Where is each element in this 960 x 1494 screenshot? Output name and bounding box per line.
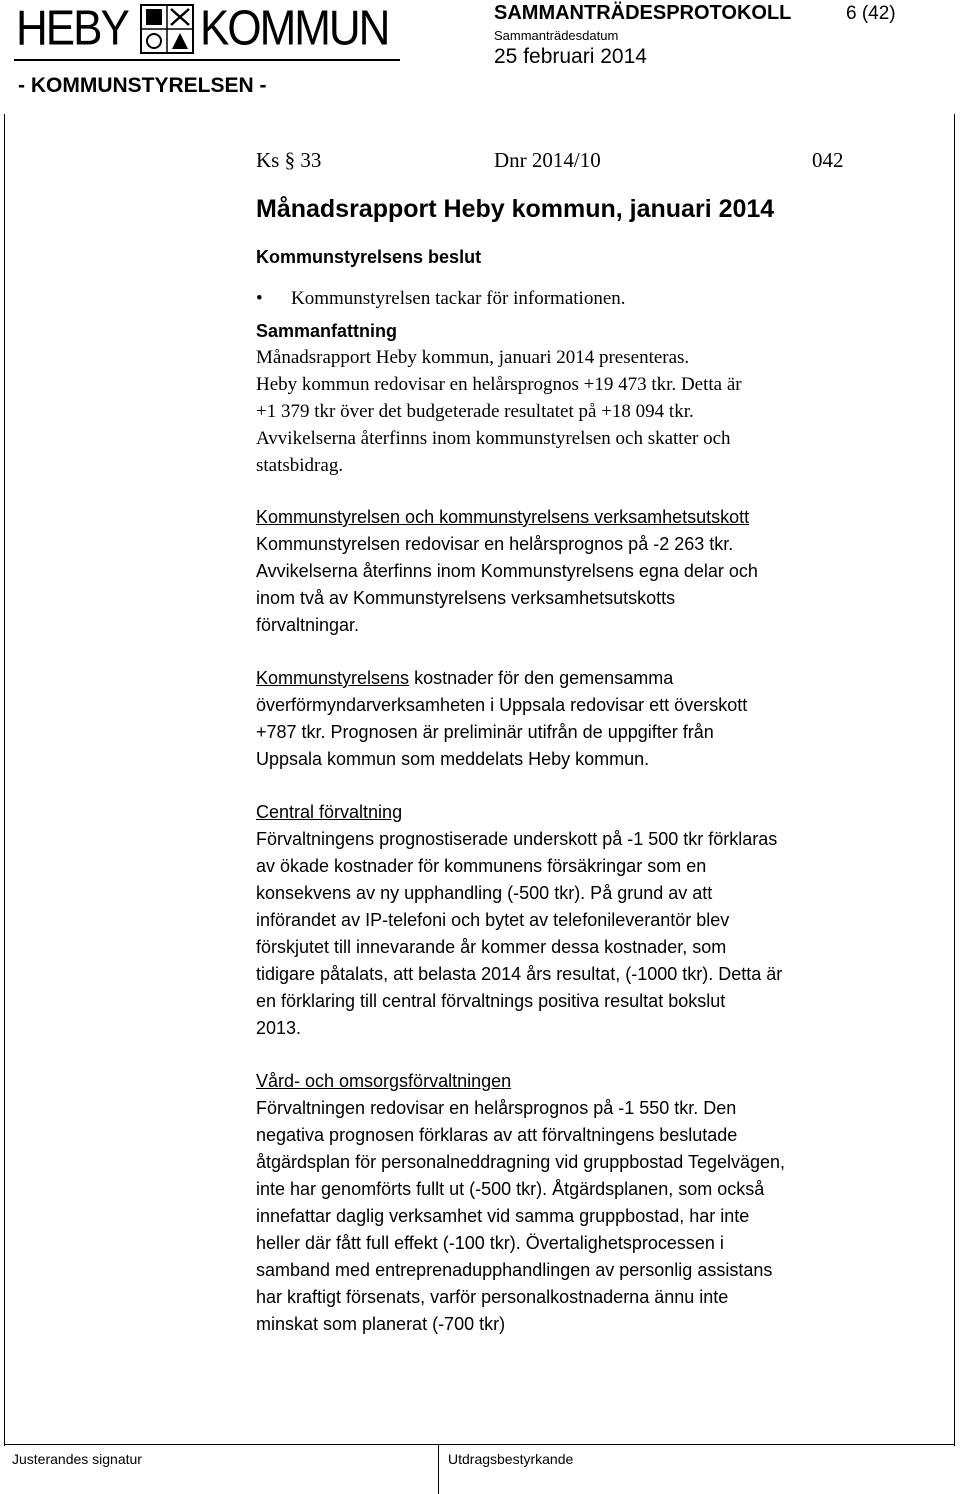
decision-text: Kommunstyrelsen tackar för informationen. [291,288,626,310]
section-first-line [256,665,926,692]
decision-bullet [256,285,926,312]
summary-line: Månadsrapport Heby kommun, januari 2014 presenteras. [256,346,690,368]
section-central-forvaltning [256,799,926,1042]
protocol-title: SAMMANTRÄDESPROTOKOLL [494,2,792,24]
summary-line: Avvikelserna återfinns inom kommunstyrelsen och skatter och [256,427,731,449]
adjuster-signature-label: Justerandes signatur [12,1451,142,1467]
section-line: åtgärdsplan för personalneddragning vid gruppbostad Tegelvägen, [256,1151,786,1172]
section-line: heller där fått full effekt (-100 tkr). Övertalighetsprocessen i [256,1232,724,1253]
section-line: Uppsala kommun som meddelats Heby kommun. [256,748,650,769]
section-line: förvaltningar. [256,614,360,635]
section-overformyndare [256,665,926,773]
section-line: 2013. [256,1017,302,1038]
section-heading: Central förvaltning [256,801,403,822]
meeting-date-label: Sammanträdesdatum [494,28,619,43]
section-line: Kommunstyrelsen redovisar en helårsprognos på -2 263 tkr. [256,533,734,554]
section-line: +787 tkr. Prognosen är preliminär utifrån de uppgifter från [256,721,714,742]
logo-heby: HEBY [16,0,128,56]
board-subtitle: - KOMMUNSTYRELSEN - [18,74,267,97]
protocol-body [256,148,926,1338]
case-reference-row [256,148,926,180]
section-heading: Kommunstyrelsen och kommunstyrelsens verksamhetsutskott [256,506,750,527]
section-line: en förklaring till central förvaltnings positiva resultat bokslut [256,990,726,1011]
margin-rule-left [4,114,5,1446]
section-line: Förvaltningen redovisar en helårsprognos på -1 550 tkr. Den [256,1097,737,1118]
section-line: negativa prognosen förklaras av att förvaltningens beslutade [256,1124,738,1145]
extract-certification-label: Utdragsbestyrkande [448,1451,574,1467]
section-line: samband med entreprenadupphandlingen av personlig assistans [256,1259,773,1280]
section-line: innefattar daglig verksamhet vid samma gruppbostad, har inte [256,1205,750,1226]
summary-text [256,344,926,479]
section-line: tidigare påtalats, att belasta 2014 års resultat, (-1000 tkr). Detta är [256,963,783,984]
section-ks-verksamhetsutskott [256,504,926,639]
case-dnr: Dnr 2014/10 [494,148,601,172]
section-line: har kraftigt försenats, varför personalkostnaderna ännu inte [256,1286,729,1307]
footer-divider [438,1444,439,1494]
section-vard-omsorg [256,1068,926,1338]
section-line: införandet av IP-telefoni och bytet av telefonileverantör blev [256,909,730,930]
section-line: inom två av Kommunstyrelsens verksamhetsutskotts [256,587,676,608]
case-code: 042 [812,148,844,172]
bullet-icon: • [256,288,263,310]
section-line: överförmyndarverksamheten i Uppsala redovisar ett överskott [256,694,748,715]
case-title: Månadsrapport Heby kommun, januari 2014 [256,195,775,223]
summary-line: statsbidrag. [256,454,344,476]
section-heading: Vård- och omsorgsförvaltningen [256,1070,512,1091]
section-heading: Kommunstyrelsens [256,667,410,688]
summary-line: +1 379 tkr över det budgeterade resultatet på +18 094 tkr. [256,400,694,422]
section-line: inte har genomförts fullt ut (-500 tkr). Åtgärdsplanen, som också [256,1178,765,1199]
case-paragraph-number: Ks § 33 [256,148,322,172]
section-line-rest: kostnader för den gemensamma [409,667,674,688]
section-line: Avvikelserna återfinns inom Kommunstyrelsens egna delar och [256,560,758,581]
page-number: 6 (42) [846,3,896,24]
section-line: av ökade kostnader för kommunens försäkringar som en [256,855,707,876]
meeting-date-value: 25 februari 2014 [494,45,647,68]
section-line: förskjutet till innevarande år kommer dessa kostnader, som [256,936,727,957]
summary-line: Heby kommun redovisar en helårsprognos +19 473 tkr. Detta är [256,373,742,395]
section-line: minskat som planerat (-700 tkr) [256,1313,506,1334]
footer-rule [4,1444,955,1445]
logo-kommun: KOMMUN [200,0,389,56]
decision-heading: Kommunstyrelsens beslut [256,247,482,267]
summary-heading: Sammanfattning [256,321,398,342]
logo-underline [14,59,400,61]
section-line: Förvaltningens prognostiserade underskott på -1 500 tkr förklaras [256,828,778,849]
margin-rule-right [954,114,955,1446]
section-line: konsekvens av ny upphandling (-500 tkr). På grund av att [256,882,713,903]
municipal-crest-icon [140,4,194,54]
